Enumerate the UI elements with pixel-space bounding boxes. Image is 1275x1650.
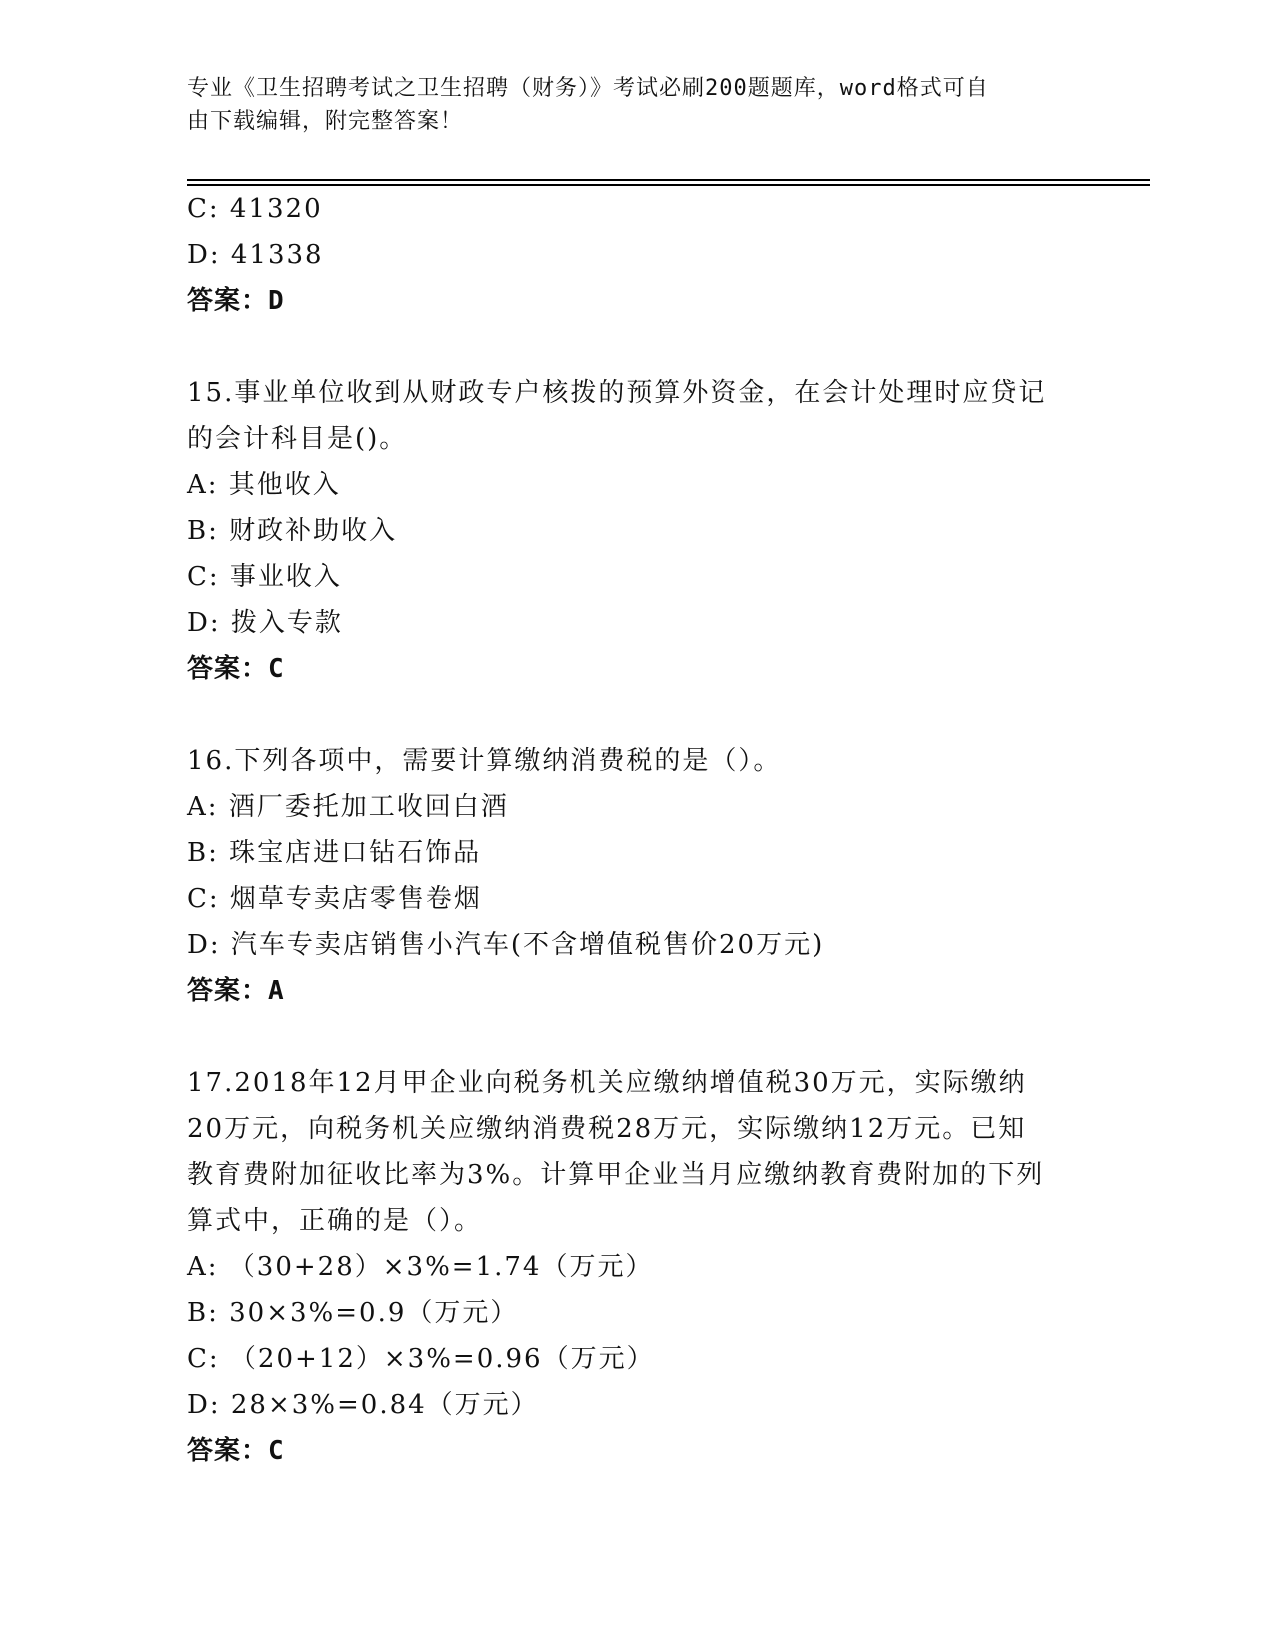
question-stem: 16.下列各项中，需要计算缴纳消费税的是（）。 — [187, 746, 782, 776]
answer-label: 答案：C — [187, 1436, 285, 1466]
answer-label: 答案：A — [187, 976, 285, 1006]
question-stem: 17.2018年12月甲企业向税务机关应缴纳增值税30万元，实际缴纳 — [187, 1068, 1027, 1098]
option-b: B: 珠宝店进口钻石饰品 — [187, 838, 482, 868]
option-c: C: 41320 — [187, 194, 323, 224]
spacer — [187, 1014, 1087, 1060]
option-a: A: （30+28）×3%=1.74（万元） — [187, 1252, 654, 1282]
option-c: C: 事业收入 — [187, 562, 342, 592]
spacer — [187, 692, 1087, 738]
spacer — [187, 324, 1087, 370]
answer-label: 答案：D — [187, 286, 285, 316]
option-c: C: 烟草专卖店零售卷烟 — [187, 884, 482, 914]
option-d: D: 汽车专卖店销售小汽车(不含增值税售价20万元) — [187, 930, 825, 960]
option-c: C: （20+12）×3%=0.96（万元） — [187, 1344, 655, 1374]
header-line-1: 专业《卫生招聘考试之卫生招聘（财务）》考试必刷200题题库，word格式可自 — [187, 76, 989, 101]
question-stem: 15.事业单位收到从财政专户核拨的预算外资金，在会计处理时应贷记 — [187, 378, 1047, 408]
option-b: B: 财政补助收入 — [187, 516, 398, 546]
option-b: B: 30×3%=0.9（万元） — [187, 1298, 519, 1328]
answer-label: 答案：C — [187, 654, 285, 684]
question-15 — [187, 370, 1087, 692]
document-header — [187, 72, 1067, 138]
question-16 — [187, 738, 1087, 1014]
header-divider-top — [187, 179, 1150, 181]
header-line-2: 由下载编辑，附完整答案！ — [187, 109, 464, 134]
question-stem: 教育费附加征收比率为3%。计算甲企业当月应缴纳教育费附加的下列 — [187, 1160, 1045, 1190]
option-a: A: 酒厂委托加工收回白酒 — [187, 792, 509, 822]
question-stem: 的会计科目是()。 — [187, 424, 408, 454]
question-stem: 算式中，正确的是（）。 — [187, 1206, 483, 1236]
question-17 — [187, 1060, 1087, 1474]
option-d: D: 28×3%=0.84（万元） — [187, 1390, 539, 1420]
option-a: A: 其他收入 — [187, 470, 341, 500]
option-d: D: 拨入专款 — [187, 608, 343, 638]
question-stem: 20万元，向税务机关应缴纳消费税28万元，实际缴纳12万元。已知 — [187, 1114, 1027, 1144]
option-d: D: 41338 — [187, 240, 324, 270]
question-14-tail — [187, 186, 1087, 1474]
